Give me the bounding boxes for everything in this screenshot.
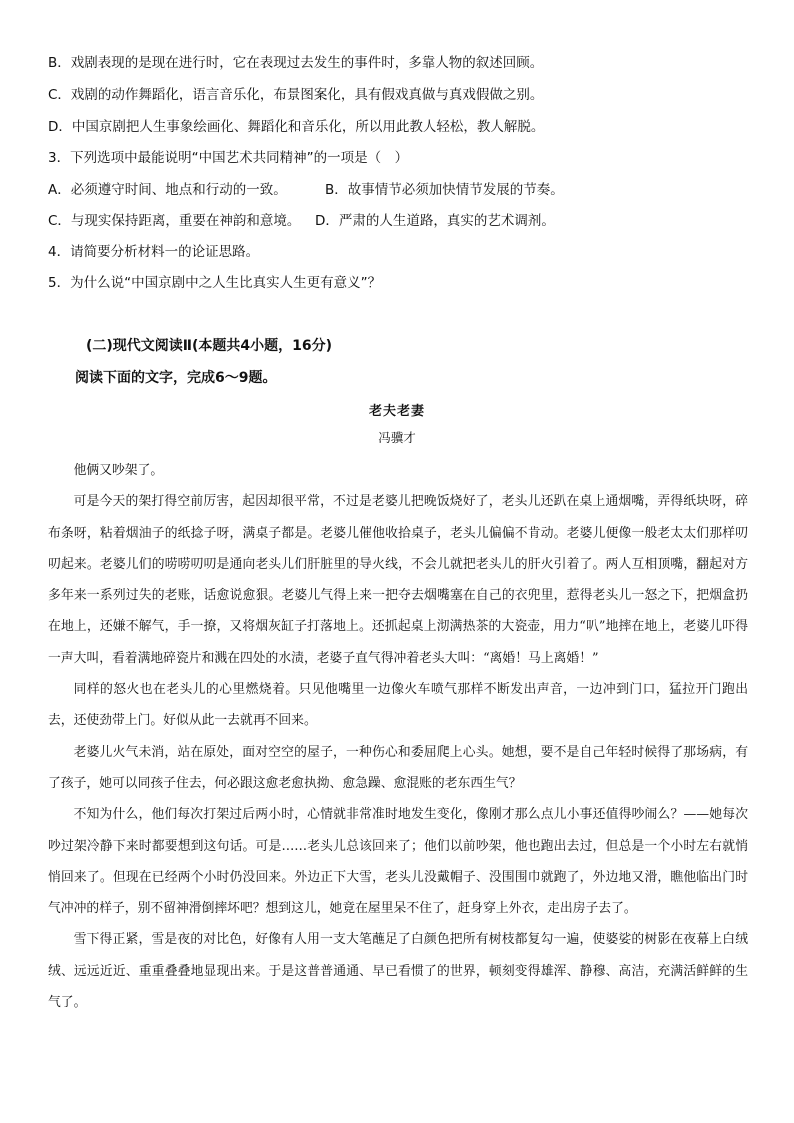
question-4: 4．请简要分析材料一的论证思路。 [48, 244, 260, 260]
story-paragraph: 同样的怒火也在老头儿的心里燃烧着。只见他嘴里一边像火车喷气那样不断发出声音，一边冲到门口，猛拉开门跑出去，还使劲带上门。好似从此一去就再不回来。 [48, 682, 748, 729]
option-b-line: B．戏剧表现的是现在进行时，它在表现过去发生的事件时，多靠人物的叙述回顾。 [48, 55, 544, 71]
option-c-line: C．戏剧的动作舞蹈化，语言音乐化，布景图案化，具有假戏真做与真戏假做之别。 [48, 87, 544, 103]
story-paragraph: 老婆儿火气未消，站在原处，面对空空的屋子，一种伤心和委屈爬上心头。她想，要不是自己年轻时候得了那场病，有了孩子，她可以同孩子住去，何必跟这愈老愈执拗、愈急躁、愈混账的老东西生气？ [48, 744, 748, 791]
reading-instruction: 阅读下面的文字，完成6～9题。 [75, 370, 277, 386]
section-heading: (二)现代文阅读Ⅱ(本题共4小题，16分) [86, 338, 333, 354]
q3-option-c: C．与现实保持距离，重要在神韵和意境。 [48, 213, 301, 229]
story-author: 冯骥才 [378, 430, 416, 445]
story-paragraph: 他俩又吵架了。 [73, 463, 164, 478]
story-paragraph: 雪下得正紧，雪是夜的对比色，好像有人用一支大笔蘸足了白颜色把所有树枝都复勾一遍，使婆娑的树影在夜幕上白绒绒、远远近近、重重叠叠地显现出来。于是这普普通通、早已看惯了的世界，顿刻变得雄浑、静穆、高洁，充满活鲜鲜的生气了。 [48, 932, 748, 1011]
q3-option-b: B．故事情节必须加快情节发展的节奏。 [325, 182, 564, 198]
q3-option-d: D．严肃的人生道路，真实的艺术调剂。 [315, 213, 555, 229]
question-5: 5．为什么说“中国京剧中之人生比真实人生更有意义”？ [48, 275, 382, 291]
story-paragraph: 不知为什么，他们每次打架过后两小时，心情就非常准时地发生变化，像刚才那么点儿小事还值得吵闹么？——她每次吵过架冷静下来时都要想到这句话。可是……老头儿总该回来了；他们以前吵架，他也跑出去过，但总是一个小时左右就悄悄回来了。但现在已经两个小时仍没回来。外边正下大雪，老头儿没戴帽子、没围围巾就跑了，外边地又滑，瞧他临出门时气冲冲的样子，别不留神滑倒摔坏吧？想到这儿，她竟在屋里呆不住了，赶身穿上外衣，走出房子去了。 [48, 807, 748, 917]
q3-row-cd [48, 211, 748, 231]
q3-row-ab [48, 180, 748, 200]
question-3-stem: 3．下列选项中最能说明“中国艺术共同精神”的一项是（ ） [48, 150, 409, 166]
option-d-line: D．中国京剧把人生事象绘画化、舞蹈化和音乐化，所以用此教人轻松，教人解脱。 [48, 119, 545, 135]
story-paragraph: 可是今天的架打得空前厉害，起因却很平常，不过是老婆儿把晚饭烧好了，老头儿还趴在桌上通烟嘴，弄得纸块呀，碎布条呀，粘着烟油子的纸捻子呀，满桌子都是。老婆儿催他收拾桌子，老头儿偏偏不肯动。老婆儿便像一般老太太们那样叨叨起来。老婆儿们的唠唠叨叨是通向老头儿们肝脏里的导火线，不会儿就把老头儿的肝火引着了。两人互相顶嘴，翻起对方多年来一系列过失的老账，话愈说愈狠。老婆儿气得上来一把夺去烟嘴塞在自己的衣兜里，惹得老头儿一怒之下，把烟盒扔在地上，还嫌不解气，手一撩，又将烟灰缸子打落地上。还抓起桌上沏满热茶的大瓷壶，用力“叭”地摔在地上，老婆儿吓得一声大叫，看着满地碎瓷片和溅在四处的水渍，老婆子直气得冲着老头大叫：“离婚！马上离婚！” [48, 494, 748, 666]
story-title: 老夫老妻 [368, 404, 425, 419]
story-body [48, 455, 748, 1018]
q3-option-a: A．必须遵守时间、地点和行动的一致。 [48, 182, 287, 198]
